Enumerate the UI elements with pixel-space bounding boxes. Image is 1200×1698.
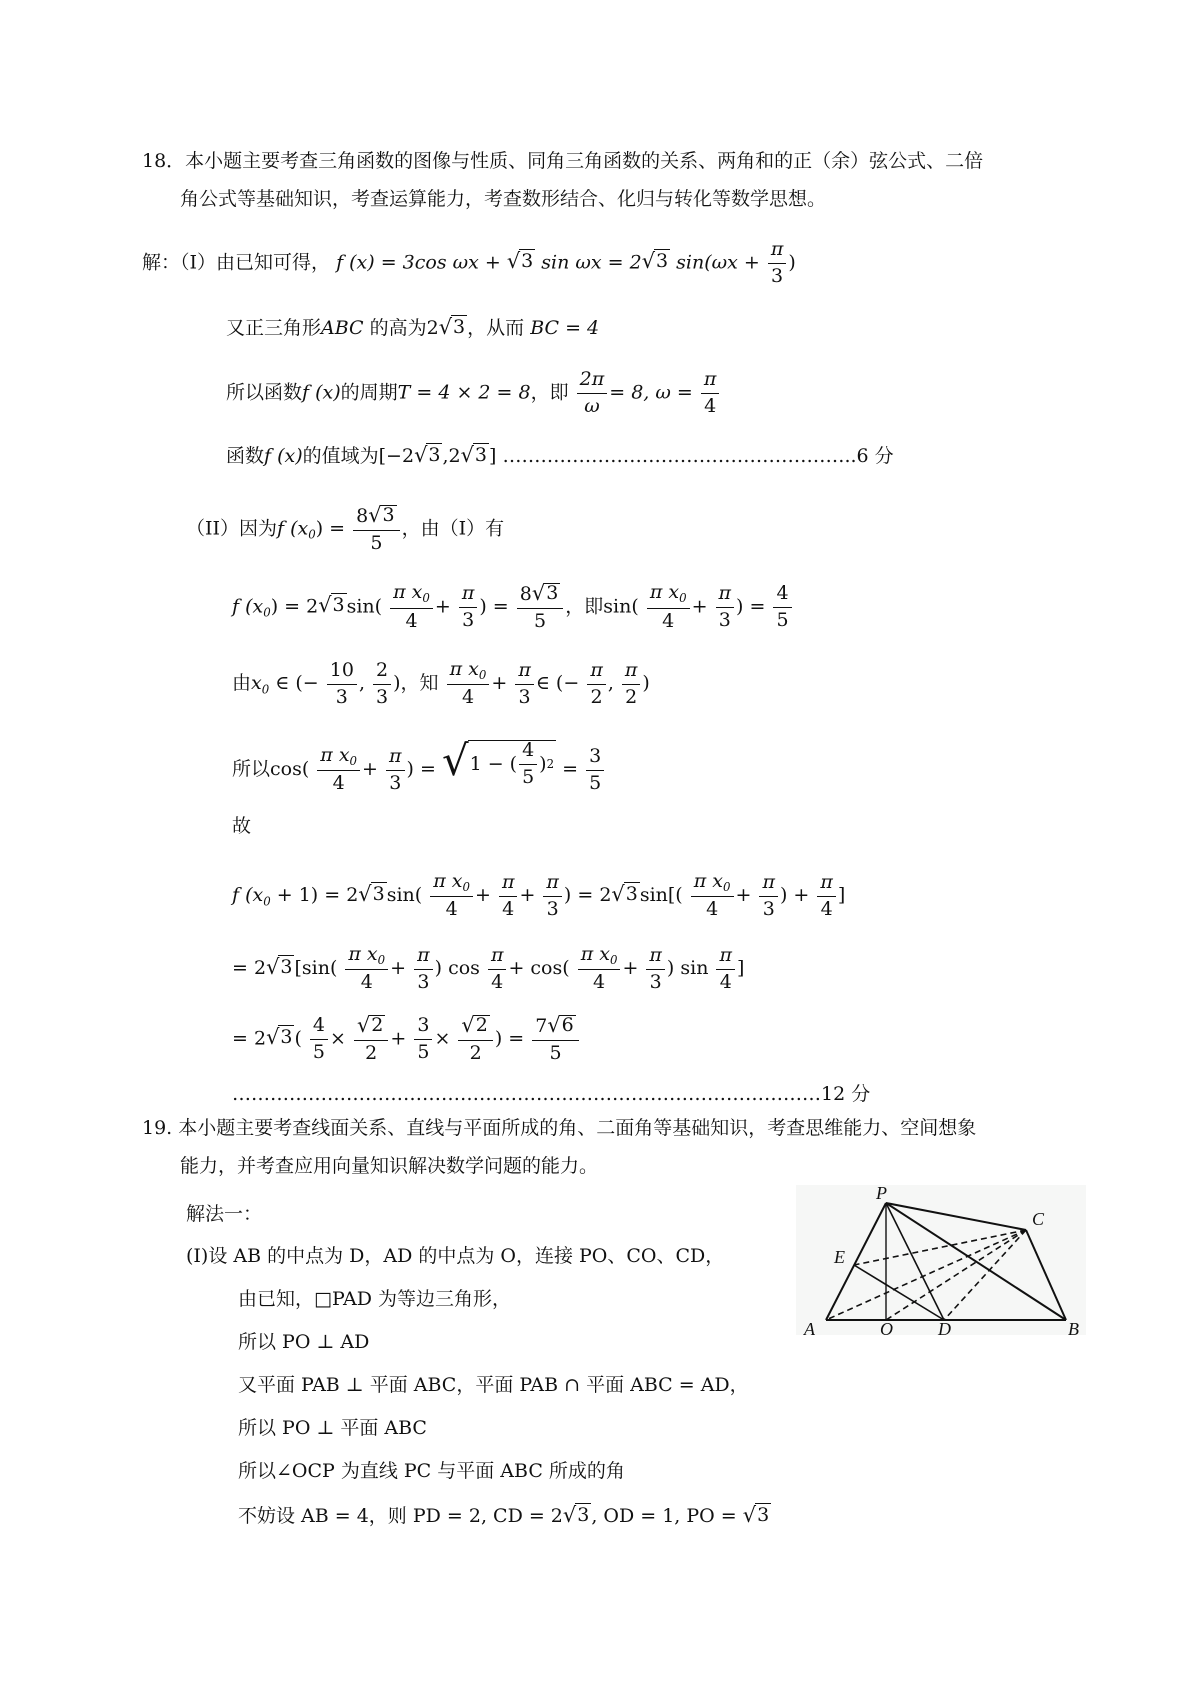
q19-l4: 又平面 PAB ⊥ 平面 ABC，平面 PAB ∩ 平面 ABC = AD， <box>238 1374 749 1396</box>
label-P: P <box>876 1185 887 1203</box>
q19-l2: 由已知，□PAD 为等边三角形， <box>238 1288 511 1310</box>
q18-eq7: = 2 √ 3 ( $\frac{4}{5}$ × √ 2 2 + $\frac{3}{5}$ × √ 2 2 ) = 7 √ 6 5 <box>232 1015 581 1064</box>
q18-eq3: f $(x_0) = 2$ √ 3 sin( $\frac{\pi x_0}{4}$ + $\frac{\pi}{3}$ ) = 8 √ 3 5 ，即sin( $\frac{\pi x_0}{4}$ + $\frac{\pi}{3}$ ) = $\frac{4}{5}$ <box>232 583 794 632</box>
label-B: B <box>1068 1319 1079 1335</box>
label-A: A <box>804 1319 815 1335</box>
q18-domain: 由$x_0$ ∈ (− $\frac{10}{3}$ , $\frac{2}{3}$ )，知 $\frac{\pi x_0}{4}$ + $\frac{\pi}{3}$ ∈ (− $\frac{\pi}{2}$ , $\frac{\pi}{2}$ ) <box>232 658 650 709</box>
q18-gu: 故 <box>232 815 252 837</box>
q19-intro-line2: 能力，并考查应用向量知识解决数学问题的能力。 <box>180 1155 599 1177</box>
q19-l1: (Ⅰ)设 AB 的中点为 D，AD 的中点为 O，连接 PO、CO、CD， <box>186 1245 725 1267</box>
q18-range: 函数f (x)的值域为[−2 √ 3 ,2 √ 3 ] ………………………………………………..6 分 <box>226 443 894 467</box>
q18-cos: 所以cos( $\frac{\pi x_0}{4}$ + $\frac{\pi}{3}$ ) = √ 1 − ( $\frac{4}{5}$ ) 2 = $\frac{3}{5}$ <box>232 740 606 794</box>
q18-period: 所以函数f (x)的周期T = 4 × 2 = 8，即 $\frac{2\pi}{\omega}$ = 8, ω = $\frac{\pi}{4}$ <box>226 370 721 417</box>
q19-l5: 所以 PO ⊥ 平面 ABC <box>238 1417 427 1439</box>
q18-eq5: f $(x_0 + 1) = 2$ √ 3 sin( $\frac{\pi x_0}{4}$ + $\frac{\pi}{4}$ + $\frac{\pi}{3}$ ) = 2 √ 3 sin[( $\frac{\pi x_0}{4}$ + $\frac{\pi}{3}$ ) + $\frac{\pi}{4}$ ] <box>232 870 846 921</box>
q18-eq6: = 2 √ 3 [sin( $\frac{\pi x_0}{4}$ + $\frac{\pi}{3}$ ) cos $\frac{\pi}{4}$ + cos( $\frac{\pi x_0}{4}$ + $\frac{\pi}{3}$ ) sin $\frac{\pi}{4}$ ] <box>232 943 745 994</box>
q19-l7: 不妨设 AB = 4，则 PD = 2, CD = 2 √ 3 , OD = 1, PO = √ 3 <box>238 1503 770 1527</box>
q19-intro-line1: 19. 本小题主要考查线面关系、直线与平面所成的角、二面角等基础知识，考查思维能力、空间想象 <box>142 1117 977 1139</box>
label-E: E <box>834 1247 845 1267</box>
label-C: C <box>1032 1209 1045 1229</box>
q18-intro-line1: 18．本小题主要考查三角函数的图像与性质、同角三角函数的关系、两角和的正（余）弦公式、二倍 <box>142 150 984 172</box>
label-O: O <box>880 1319 893 1335</box>
q18-part2: （II）因为f $(x_0)$ = 8 √ 3 5 ，由（I）有 <box>186 503 505 554</box>
q19-method: 解法一： <box>186 1203 263 1225</box>
q18-height: 又正三角形ABC 的高为2 √ 3 ，从而 BC = 4 <box>226 315 600 339</box>
q19-l3: 所以 PO ⊥ AD <box>238 1331 370 1353</box>
q18-intro-line2: 角公式等基础知识，考查运算能力，考查数形结合、化归与转化等数学思想。 <box>180 188 827 210</box>
label-D: D <box>938 1319 951 1335</box>
q18-eq1: 解：（I）由已知可得， f (x) = 3cos ωx + √ 3 sin ωx = 2 √ 3 sin(ωx + $\frac{\pi}{3}$ ) <box>142 238 796 287</box>
frac-pi-3: $\frac{\pi}{3}$ <box>768 240 787 287</box>
pyramid-figure <box>796 1185 1086 1335</box>
q18-dots12: …………………………………………………………………………………12 分 <box>232 1083 871 1105</box>
q19-l6: 所以∠OCP 为直线 PC 与平面 ABC 所成的角 <box>238 1460 625 1482</box>
